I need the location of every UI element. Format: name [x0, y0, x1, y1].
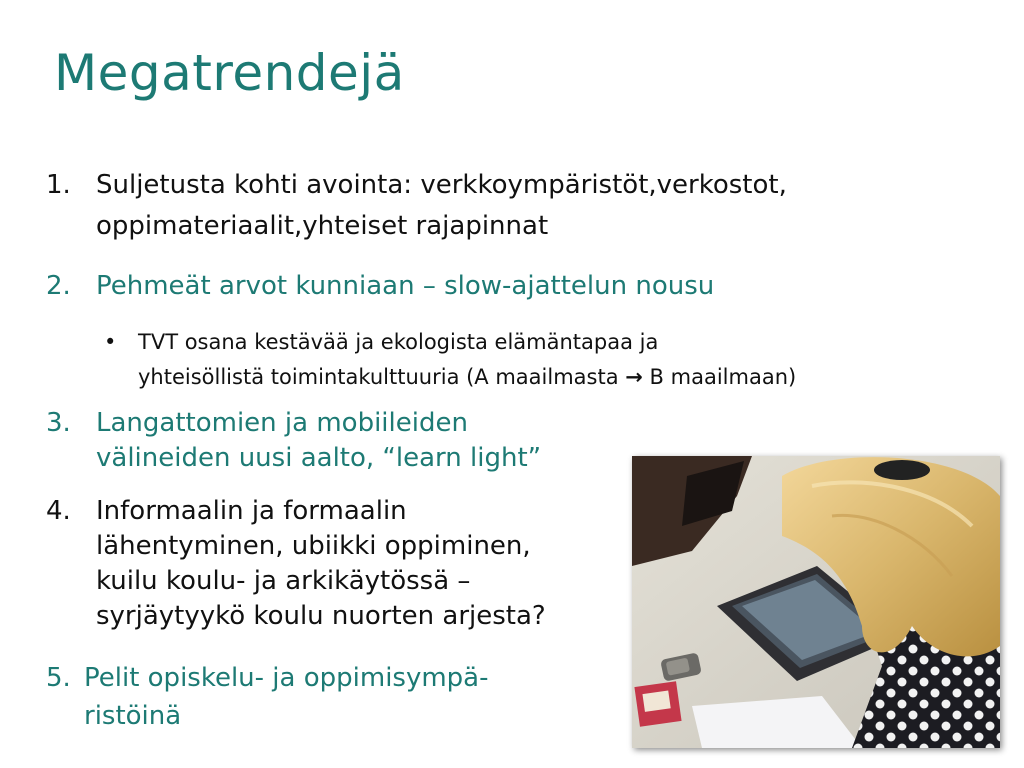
arrow-right-icon: → [625, 365, 643, 389]
item-number: 5. [46, 663, 71, 693]
item-text-line: oppimateriaalit,yhteiset rajapinnat [96, 211, 549, 241]
list-item-2 [46, 268, 946, 308]
list-item-1 [46, 167, 946, 247]
bullet-text-line-1: TVT osana kestävää ja ekologista elämäntapaa ja [138, 330, 659, 354]
item-text-line: välineiden uusi aalto, “learn light” [96, 443, 542, 473]
item-text-line: ristöinä [84, 701, 182, 731]
item-text-line: Pehmeät arvot kunniaan – slow-ajattelun nousu [96, 271, 715, 301]
item-text-line: kuilu koulu- ja arkikäytössä – [96, 566, 471, 596]
item-text-line: syrjäytyykö koulu nuorten arjesta? [96, 601, 546, 631]
item-text-line: lähentyminen, ubiikki oppiminen, [96, 531, 531, 561]
item-text-line: Suljetusta kohti avointa: verkkoympäristöt,verkostot, [96, 170, 787, 200]
list-item-3 [46, 405, 646, 480]
item-number: 2. [46, 271, 71, 301]
bullet-text-before-arrow: yhteisöllistä toimintakulttuuria (A maailmasta [138, 365, 626, 389]
item-number: 1. [46, 170, 71, 200]
list-item-5 [46, 660, 606, 740]
slide-title: Megatrendejä [54, 44, 405, 102]
item-text-line: Pelit opiskelu- ja oppimisympä- [84, 663, 489, 693]
bullet-text-after-arrow: B maailmaan) [642, 365, 797, 389]
item-number: 3. [46, 408, 71, 438]
item-text-line: Langattomien ja mobiileiden [96, 408, 468, 438]
item-text-line: Informaalin ja formaalin [96, 496, 407, 526]
list-item-4 [46, 493, 646, 638]
girl-with-tablet-pc-photo [632, 456, 1000, 748]
sub-bullet [104, 326, 984, 396]
item-number: 4. [46, 496, 71, 526]
bullet-text-line-2 [138, 361, 796, 394]
bullet-dot: • [104, 330, 117, 354]
photo-illustration [632, 456, 1000, 748]
